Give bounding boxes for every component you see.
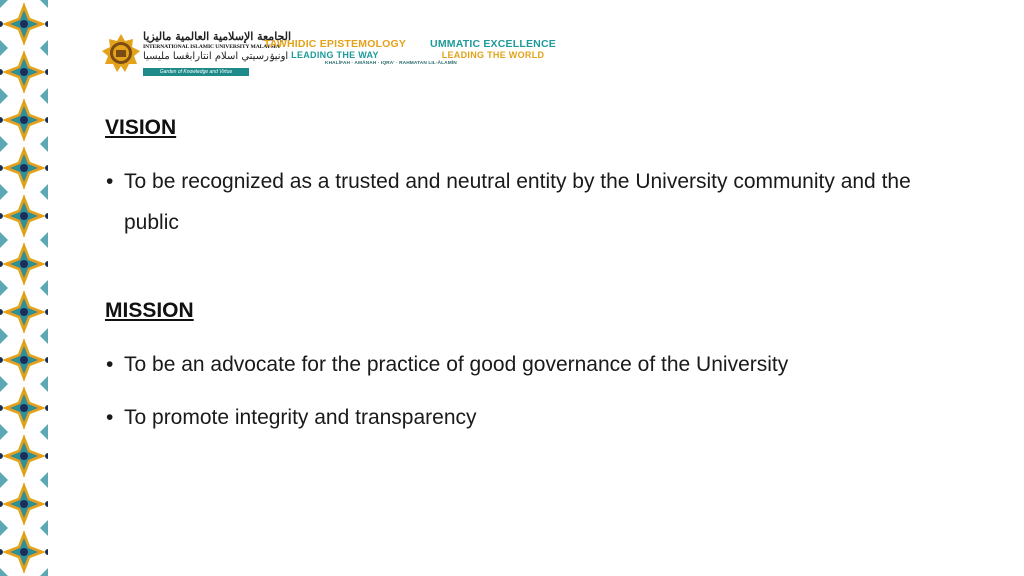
slogan-left-bottom: LEADING THE WAY bbox=[291, 50, 379, 60]
vision-item-text: To be recognized as a trusted and neutral entity by the University community and the public bbox=[124, 170, 911, 234]
slogan-tawhidic bbox=[260, 38, 410, 60]
decorative-pattern-border bbox=[0, 0, 48, 576]
crest-icon bbox=[101, 33, 141, 73]
university-name: INTERNATIONAL ISLAMIC UNIVERSITY MALAYSIA bbox=[143, 44, 280, 50]
tagline: Garden of Knowledge and Virtue bbox=[143, 68, 249, 76]
vision-item bbox=[106, 161, 966, 243]
jawi-university-name: اونيۏرسيتي اسلام انتارابڠسا مليسيا bbox=[143, 51, 289, 62]
slogan-left-top: TAWHIDIC EPISTEMOLOGY bbox=[263, 38, 407, 50]
bullet-icon: • bbox=[106, 353, 114, 376]
mission-item-text: To promote integrity and transparency bbox=[124, 406, 477, 429]
mission-item-text: To be an advocate for the practice of good governance of the University bbox=[124, 353, 789, 376]
university-logo bbox=[100, 30, 292, 80]
bullet-icon: • bbox=[106, 170, 114, 193]
mission-item bbox=[106, 397, 966, 438]
slogan-right-bottom: LEADING THE WORLD bbox=[441, 50, 545, 60]
core-values: KHALĪFAH · AMĀNAH · IQRA' · RAHMATAN LIL-ĀLAMĪN bbox=[325, 61, 457, 66]
arabic-university-name: الجامعة الإسلامية العالمية ماليزيا bbox=[143, 30, 292, 43]
slogan-right-top: UMMATIC EXCELLENCE bbox=[430, 38, 556, 50]
slogan-ummatic bbox=[418, 38, 568, 60]
mission-heading: MISSION bbox=[105, 299, 194, 322]
bullet-icon: • bbox=[106, 406, 114, 429]
mission-item bbox=[106, 344, 966, 385]
vision-heading: VISION bbox=[105, 116, 177, 139]
